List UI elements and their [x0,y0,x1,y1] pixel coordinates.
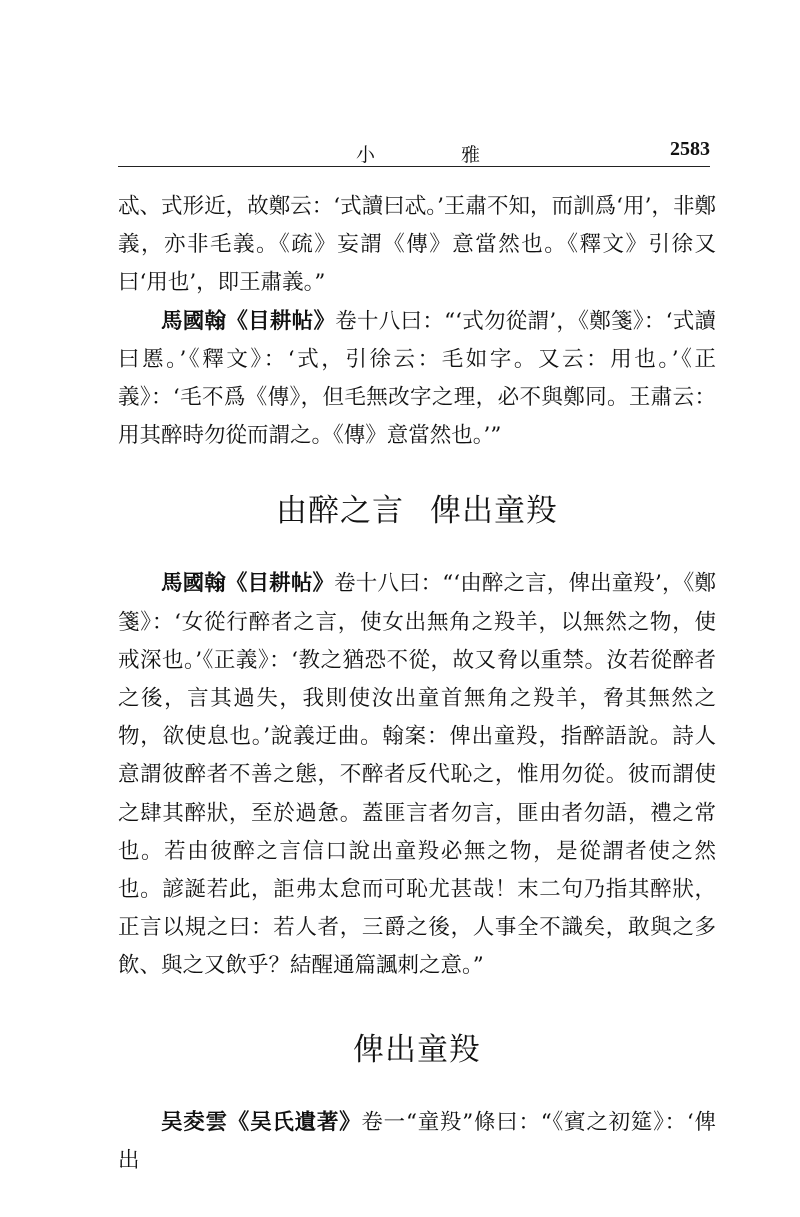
page-number: 2583 [670,138,710,160]
section-heading-part-a: 由醉之言 [276,493,404,530]
section-heading-part-b: 俾出童羖 [430,493,558,530]
citation-source: 馬國翰《目耕帖》 [161,571,335,597]
citation-source: 馬國翰《目耕帖》 [161,308,336,334]
paragraph-text: 卷十八曰：“‘由醉之言，俾出童羖’，《鄭箋》：‘女從行醉者之言，使女出無角之羖羊，以無然之物，使戒深也。’《正義》：‘教之猶恐不從，故又脅以重禁。汝若從醉者之後，言其過失，我則使汝出童首無角之羖羊，脅其無然之物，欲使息也。’說義迂曲。翰案：俾出童羖，指醉語說。詩人意謂彼醉者不善之態，不醉者反代恥之，惟用勿從。彼而謂使之肆其醉狀，至於過惫。蓋匪言者勿言，匪由者勿語，禮之常也。若由彼醉之言信口說出童羖必無之物，是從謂者使之然也。諺誕若此，詎弗太怠而可恥尤甚哉！末二句乃指其醉狀，正言以規之曰：若人者，三爵之後，人事全不識矣，敢與之多飲、與之又飲乎？結醒通篇諷刺之意。” [118,571,716,979]
paragraph-text: 卷一“童羖”條曰：“《賓之初筵》：‘俾出 [118,1109,716,1173]
running-title: 小 雅 [356,144,521,166]
section-heading-1 [118,491,716,531]
page-body [118,188,716,1180]
paragraph-text: 忒、式形近，故鄭云：‘式讀曰忒。’王肅不知，而訓爲‘用’，非鄭義，亦非毛義。《疏》妄謂《傳》意當然也。《釋文》引徐又曰‘用也’，即王肅義。” [118,194,716,296]
paragraph-wu-quote [118,1104,716,1180]
paragraph-text: 卷十八曰：“‘式勿從謂’，《鄭箋》：‘式讀曰慝。’《釋文》：‘式，引徐云：毛如字。又云：用也。’《正義》：‘毛不爲《傳》，但毛無改字之理，必不與鄭同。王肅云：用其醉時勿從而謂之。《傳》意當然也。’” [118,308,716,449]
citation-source: 吴夌雲《吴氏遺著》 [161,1109,362,1135]
paragraph-ma-guohan-quote-2 [118,565,716,985]
paragraph-continuation [118,188,716,303]
paragraph-ma-guohan-quote-1 [118,303,716,456]
section-heading-2: 俾出童羖 [353,1031,481,1068]
